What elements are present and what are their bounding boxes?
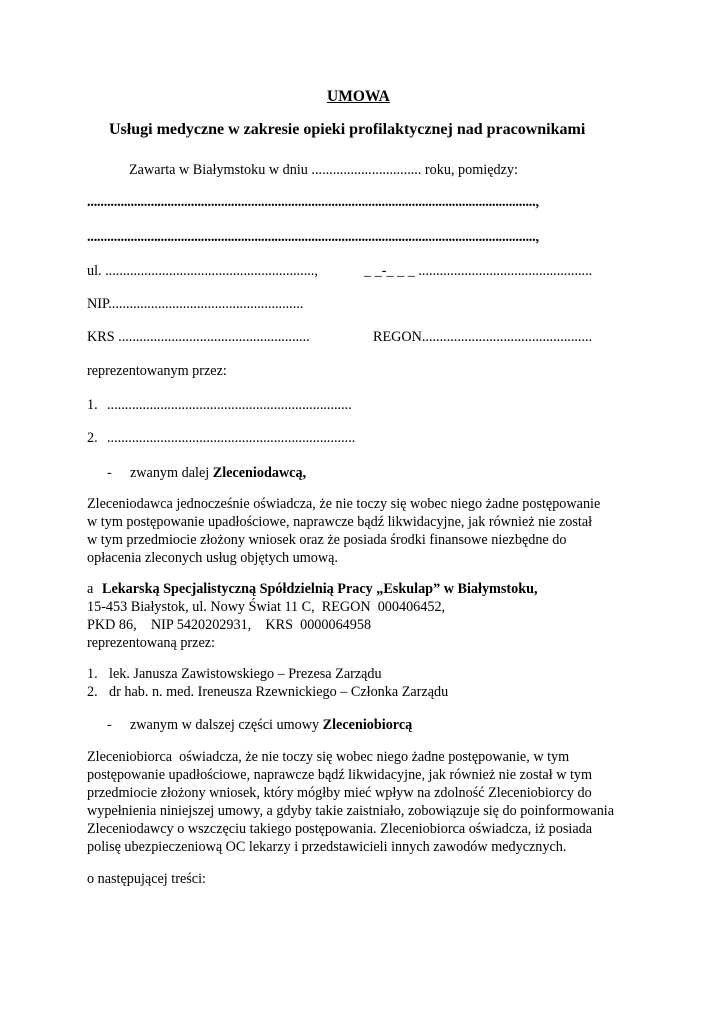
contractor-rep-2: dr hab. n. med. Ireneusza Rzewnickiego – Członka Zarządu [109, 684, 449, 700]
client-definition-dash: - [107, 465, 112, 481]
contractor-statement-line: postępowanie upadłościowe, naprawcze bądź likwidacyjne, jak również nie został w tym [87, 767, 593, 783]
client-term: Zleceniodawcą, [212, 465, 307, 481]
contractor-statement-line: Zleceniodawcy o wszczęciu takiego postępowania. Zleceniobiorca oświadcza, iż posiada [87, 821, 593, 837]
contractor-definition [130, 716, 412, 734]
street-field: ul. ..........................................................., [87, 263, 318, 279]
client-definition-prefix: zwanym dalej [130, 465, 213, 481]
contractor-statement-line: wypełnienia niniejszej umowy, a gdyby takie zaistniało, zobowiązuje się do poinformowania [87, 803, 615, 819]
contractor-statement-line: przedmiocie złożony wniosek, który mógłby mieć wpływ na zdolność Zleceniobiorcy do [87, 785, 592, 801]
nip-field: NIP....................................................... [87, 296, 304, 312]
contractor-a-label: a [87, 581, 94, 597]
contractor-term: Zleceniobiorcą [322, 717, 413, 733]
contractor-statement-line: Zleceniobiorca oświadcza, że nie toczy się wobec niego żadne postępowanie, w tym [87, 749, 570, 765]
representative-1-number: 1. [87, 397, 98, 413]
representative-2-field: ...................................................................... [107, 430, 356, 446]
client-definition [130, 464, 306, 482]
representative-1-field: ..................................................................... [107, 397, 352, 413]
party-name-line-1: ......................................................................................................................................, [87, 194, 539, 210]
client-statement-line: w tym postępowanie upadłościowe, naprawcze bądź likwidacyjne, jak również nie został [87, 514, 593, 530]
contractor-represented-label: reprezentowaną przez: [87, 635, 215, 651]
regon-field: REGON................................................ [373, 329, 593, 345]
contractor-rep-2-number: 2. [87, 684, 98, 700]
krs-field: KRS ...................................................... [87, 329, 310, 345]
contractor-statement-line: polisę ubezpieczeniową OC lekarzy i przedstawicieli innych zawodów medycznych. [87, 839, 567, 855]
contractor-address: 15-453 Białystok, ul. Nowy Świat 11 C, REGON 000406452, [87, 599, 446, 615]
contractor-name: Lekarską Specjalistyczną Spółdzielnią Pracy „Eskulap” w Białymstoku, [102, 581, 538, 597]
postal-code-field: _ _-_ _ _ ................................................. [364, 263, 593, 279]
closing-line: o następującej treści: [87, 871, 206, 887]
contractor-rep-1-number: 1. [87, 666, 98, 682]
contractor-definition-dash: - [107, 717, 112, 733]
client-statement-line: Zleceniodawca jednocześnie oświadcza, że nie toczy się wobec niego żadne postępowanie [87, 496, 601, 512]
represented-by-label: reprezentowanym przez: [87, 363, 227, 379]
contractor-rep-1: lek. Janusza Zawistowskiego – Prezesa Zarządu [109, 666, 382, 682]
intro-line: Zawarta w Białymstoku w dniu ............................... roku, pomiędzy: [129, 162, 518, 178]
document-subtitle: Usługi medyczne w zakresie opieki profilaktycznej nad pracownikami [109, 121, 586, 138]
party-name-line-2: ......................................................................................................................................, [87, 229, 539, 245]
client-statement-line: w tym przedmiocie złożony wniosek oraz że posiada środki finansowe niezbędne do [87, 532, 567, 548]
document-title: UMOWA [327, 88, 390, 105]
contractor-definition-prefix: zwanym w dalszej części umowy [130, 717, 323, 733]
representative-2-number: 2. [87, 430, 98, 446]
contractor-identifiers: PKD 86, NIP 5420202931, KRS 0000064958 [87, 617, 372, 633]
client-statement-line: opłacenia zleconych usług objętych umową. [87, 550, 338, 566]
